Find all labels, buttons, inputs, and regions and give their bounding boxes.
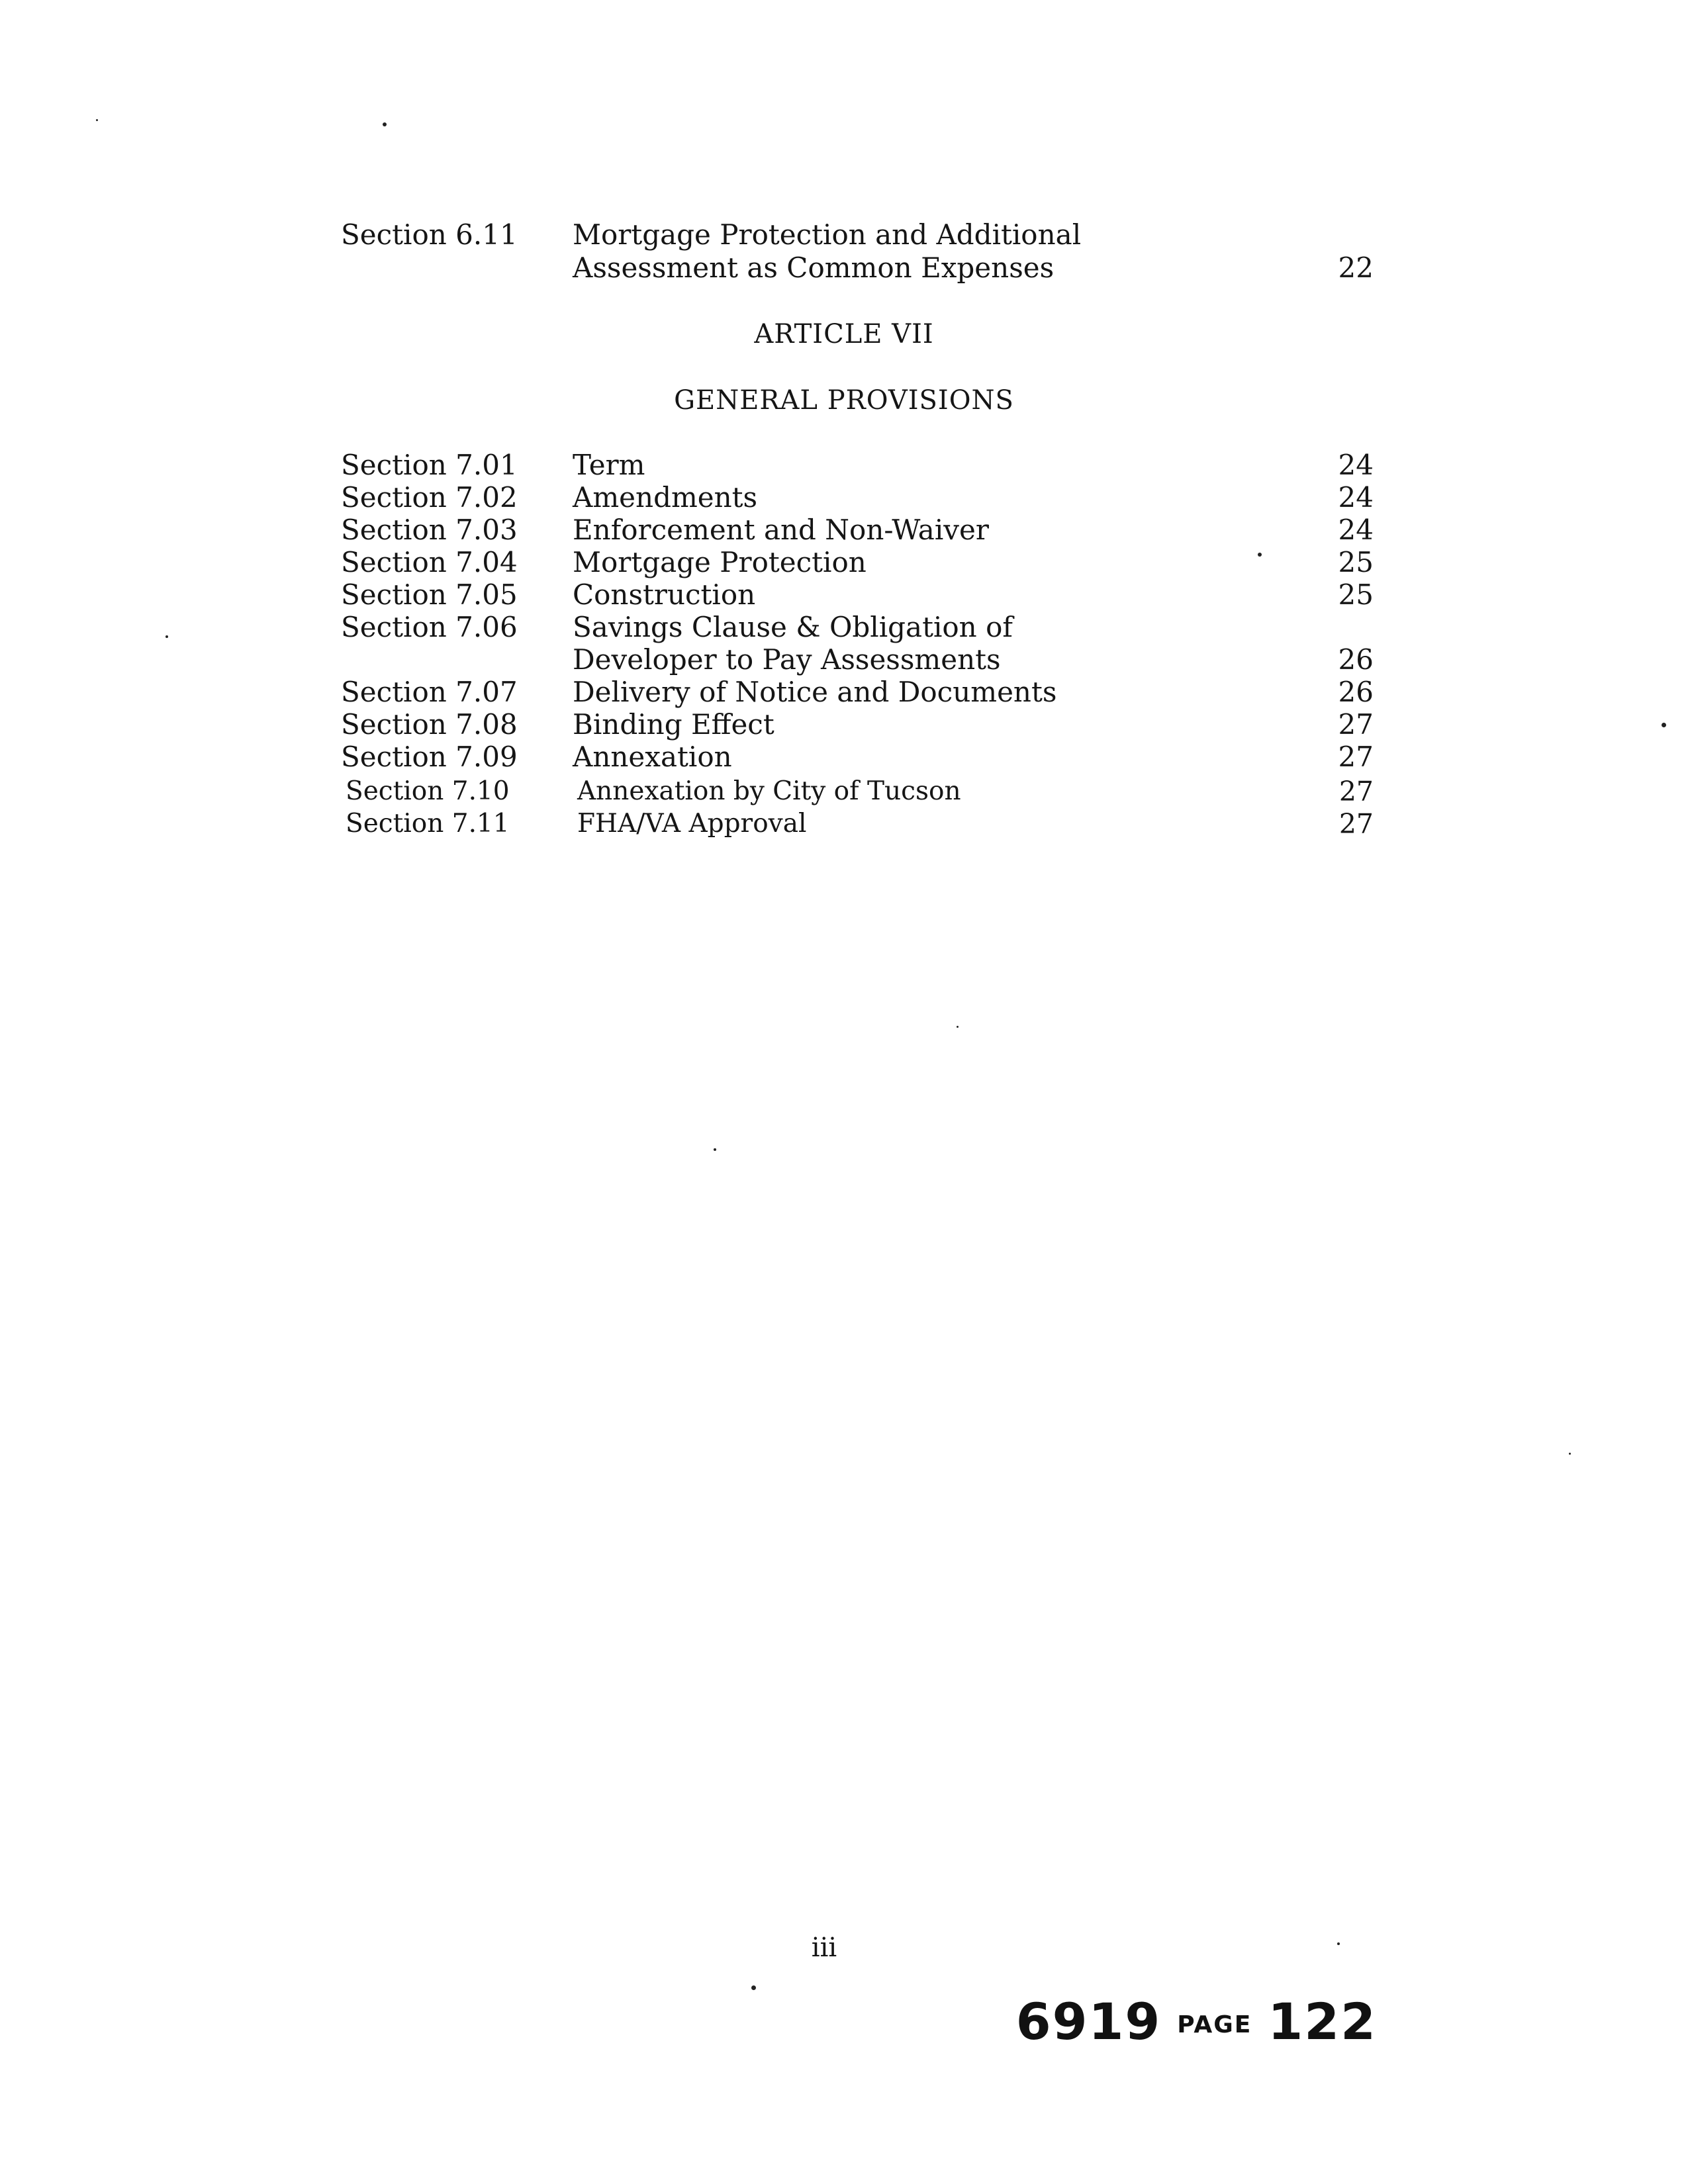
section-page: 24 xyxy=(1338,449,1374,481)
section-title: Mortgage Protection xyxy=(573,546,867,578)
section-title: Annexation by City of Tucson xyxy=(577,776,961,806)
section-page: 25 xyxy=(1338,578,1374,611)
section-page: 27 xyxy=(1338,708,1374,741)
section-title: Term xyxy=(573,449,645,481)
section-title: Annexation xyxy=(573,741,732,773)
toc-entry-7-10 xyxy=(346,775,1374,808)
section-title: Savings Clause & Obligation of xyxy=(573,611,1013,643)
scan-speck xyxy=(96,119,98,121)
toc-entry-7-01 xyxy=(341,449,1374,482)
footer-page-number: iii xyxy=(811,1933,837,1963)
toc-entry-7-07 xyxy=(341,676,1374,709)
scan-speck xyxy=(383,122,387,126)
scan-speck xyxy=(1569,1453,1571,1455)
toc-entry-6-11 xyxy=(341,218,1374,251)
article-number xyxy=(0,318,1688,351)
section-title: FHA/VA Approval xyxy=(577,809,807,839)
section-page: 24 xyxy=(1338,514,1374,546)
article-title-text: GENERAL PROVISIONS xyxy=(674,385,1014,416)
section-label: Section 6.11 xyxy=(341,218,518,251)
toc-entry-7-06 xyxy=(341,611,1374,644)
section-label: Section 7.10 xyxy=(346,776,510,806)
article-title xyxy=(0,384,1688,417)
section-title-continued: Developer to Pay Assessments xyxy=(573,643,1001,676)
section-label: Section 7.11 xyxy=(346,809,510,839)
section-label: Section 7.06 xyxy=(341,611,518,643)
section-page: 24 xyxy=(1338,481,1374,514)
section-page: 22 xyxy=(1338,251,1374,284)
scan-speck xyxy=(1662,723,1666,727)
section-label: Section 7.04 xyxy=(341,546,518,578)
section-label: Section 7.02 xyxy=(341,481,518,514)
section-title: Binding Effect xyxy=(573,708,774,741)
page-word: PAGE xyxy=(1177,2011,1252,2038)
section-title: Amendments xyxy=(573,481,758,514)
section-page: 26 xyxy=(1338,643,1374,676)
toc-entry-7-02 xyxy=(341,481,1374,514)
toc-entry-7-06-continued xyxy=(341,643,1374,676)
toc-entry-6-11-continued xyxy=(341,251,1374,285)
section-label: Section 7.01 xyxy=(341,449,518,481)
section-title: Enforcement and Non-Waiver xyxy=(573,514,989,546)
scan-speck xyxy=(1337,1942,1340,1945)
article-number-text: ARTICLE VII xyxy=(754,319,934,349)
section-label: Section 7.08 xyxy=(341,708,518,741)
toc-entry-7-04 xyxy=(341,546,1374,579)
section-label: Section 7.07 xyxy=(341,676,518,708)
scan-speck xyxy=(1258,553,1262,557)
section-title-continued: Assessment as Common Expenses xyxy=(573,251,1055,284)
toc-entry-7-05 xyxy=(341,578,1374,612)
section-label: Section 7.03 xyxy=(341,514,518,546)
scan-speck xyxy=(165,635,168,638)
scan-speck xyxy=(714,1148,716,1151)
toc-entry-7-08 xyxy=(341,708,1374,741)
section-page: 27 xyxy=(1338,808,1374,840)
section-page: 26 xyxy=(1338,676,1374,708)
recording-stamp xyxy=(1016,1992,1377,2055)
stamp-page-number: 122 xyxy=(1268,1992,1377,2051)
section-label: Section 7.05 xyxy=(341,578,518,611)
section-page: 27 xyxy=(1338,776,1374,807)
section-title: Mortgage Protection and Additional xyxy=(573,218,1082,251)
toc-entry-7-11 xyxy=(346,807,1374,841)
section-title: Delivery of Notice and Documents xyxy=(573,676,1057,708)
toc-entry-7-03 xyxy=(341,514,1374,547)
section-page: 25 xyxy=(1338,546,1374,578)
scan-speck xyxy=(957,1026,959,1028)
scan-speck xyxy=(751,1985,756,1990)
book-number: 6919 xyxy=(1015,1992,1162,2051)
section-page: 27 xyxy=(1338,741,1374,773)
section-label: Section 7.09 xyxy=(341,741,518,773)
section-title: Construction xyxy=(573,578,756,611)
toc-entry-7-09 xyxy=(341,741,1374,774)
